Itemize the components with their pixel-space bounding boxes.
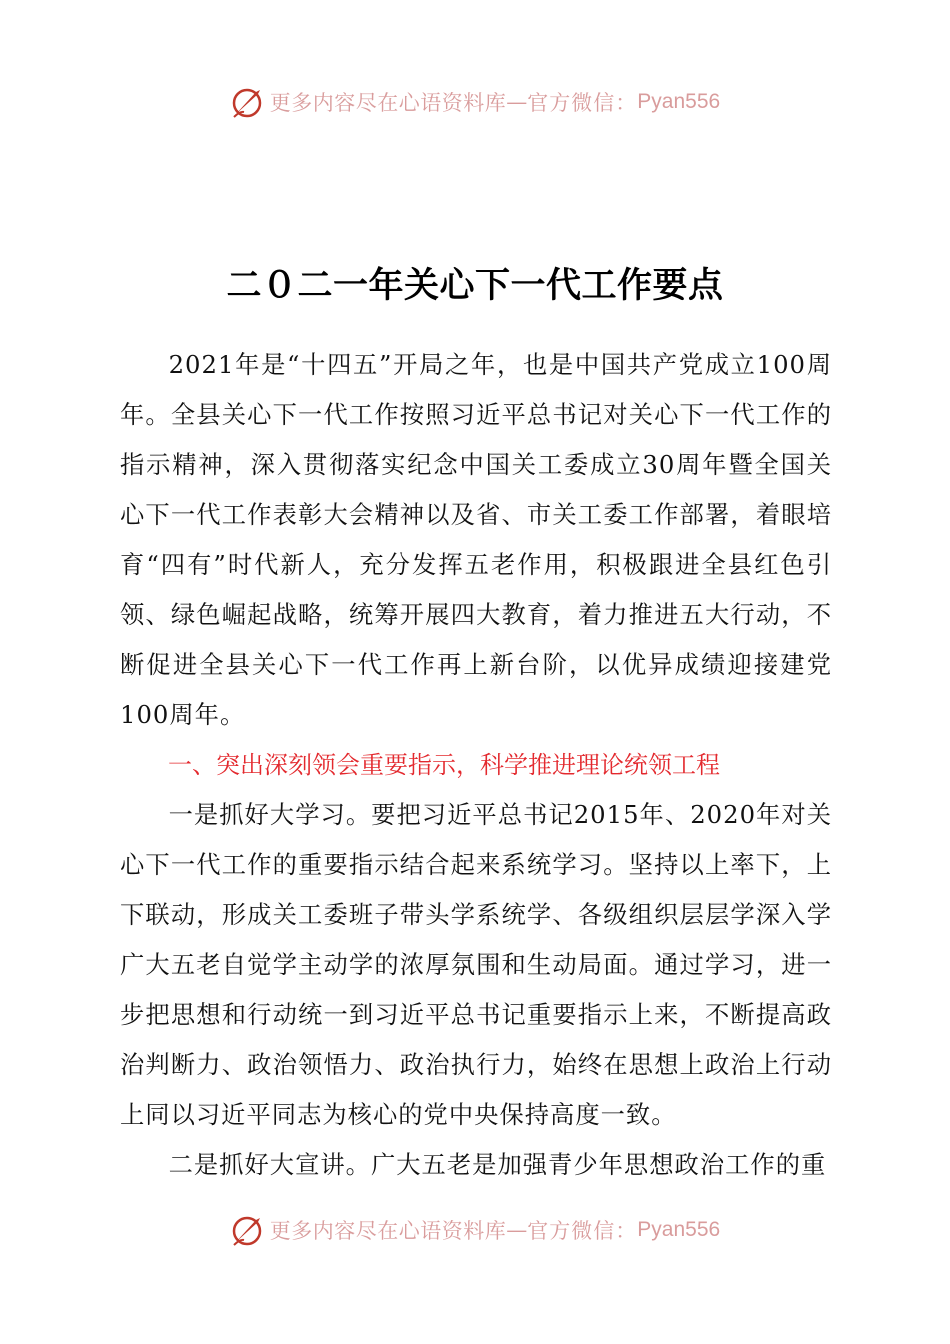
watermark-wechat-id: Pyan556 bbox=[637, 90, 721, 113]
intro-paragraph: 2021年是“十四五”开局之年，也是中国共产党成立100周年。全县关心下一代工作按照习近平总书记对关心下一代工作的指示精神，深入贯彻落实纪念中国关工委成立30周年暨全国关心下一代工作表彰大会精神以及省、市关工委工作部署，着眼培育“四有”时代新人，充分发挥五老作用，积极跟进全县红色引领、绿色崛起战略，统筹开展四大教育，着力推进五大行动，不断促进全县关心下一代工作再上新台阶，以优异成绩迎接建党100周年。 bbox=[120, 350, 832, 729]
section-paragraph: 一是抓好大学习。要把习近平总书记2015年、2020年对关心下一代工作的重要指示结合起来系统学习。坚持以上率下，上下联动，形成关工委班子带头学系统学、各级组织层层学深入学广大五老自觉学主动学的浓厚氛围和生动局面。通过学习，进一步把思想和行动统一到习近平总书记重要指示上来，不断提高政治判断力、政治领悟力、政治执行力，始终在思想上政治上行动上同以习近平同志为核心的党中央保持高度一致。 bbox=[120, 800, 832, 1129]
section-heading: 一、突出深刻领会重要指示，科学推进理论统领工程 bbox=[168, 751, 720, 779]
watermark-separator: — bbox=[506, 90, 528, 114]
document-title: 二０二一年关心下一代工作要点 bbox=[226, 266, 724, 306]
watermark-separator: — bbox=[506, 1218, 528, 1242]
watermark-wechat-label: 官方微信： bbox=[527, 1219, 638, 1243]
section-paragraph: 二是抓好大宣讲。广大五老是加强青少年思想政治工作的重 bbox=[168, 1150, 827, 1179]
document-body bbox=[120, 340, 832, 1190]
pen-logo-icon bbox=[230, 84, 266, 120]
watermark-text: 更多内容尽在心语资料库 bbox=[269, 1219, 507, 1243]
watermark-footer bbox=[0, 1208, 950, 1252]
watermark-text: 更多内容尽在心语资料库 bbox=[269, 91, 507, 115]
watermark-wechat-id: Pyan556 bbox=[637, 1218, 721, 1241]
pen-logo-icon bbox=[230, 1212, 266, 1248]
watermark-wechat-label: 官方微信： bbox=[527, 91, 638, 115]
watermark-header bbox=[0, 80, 950, 124]
